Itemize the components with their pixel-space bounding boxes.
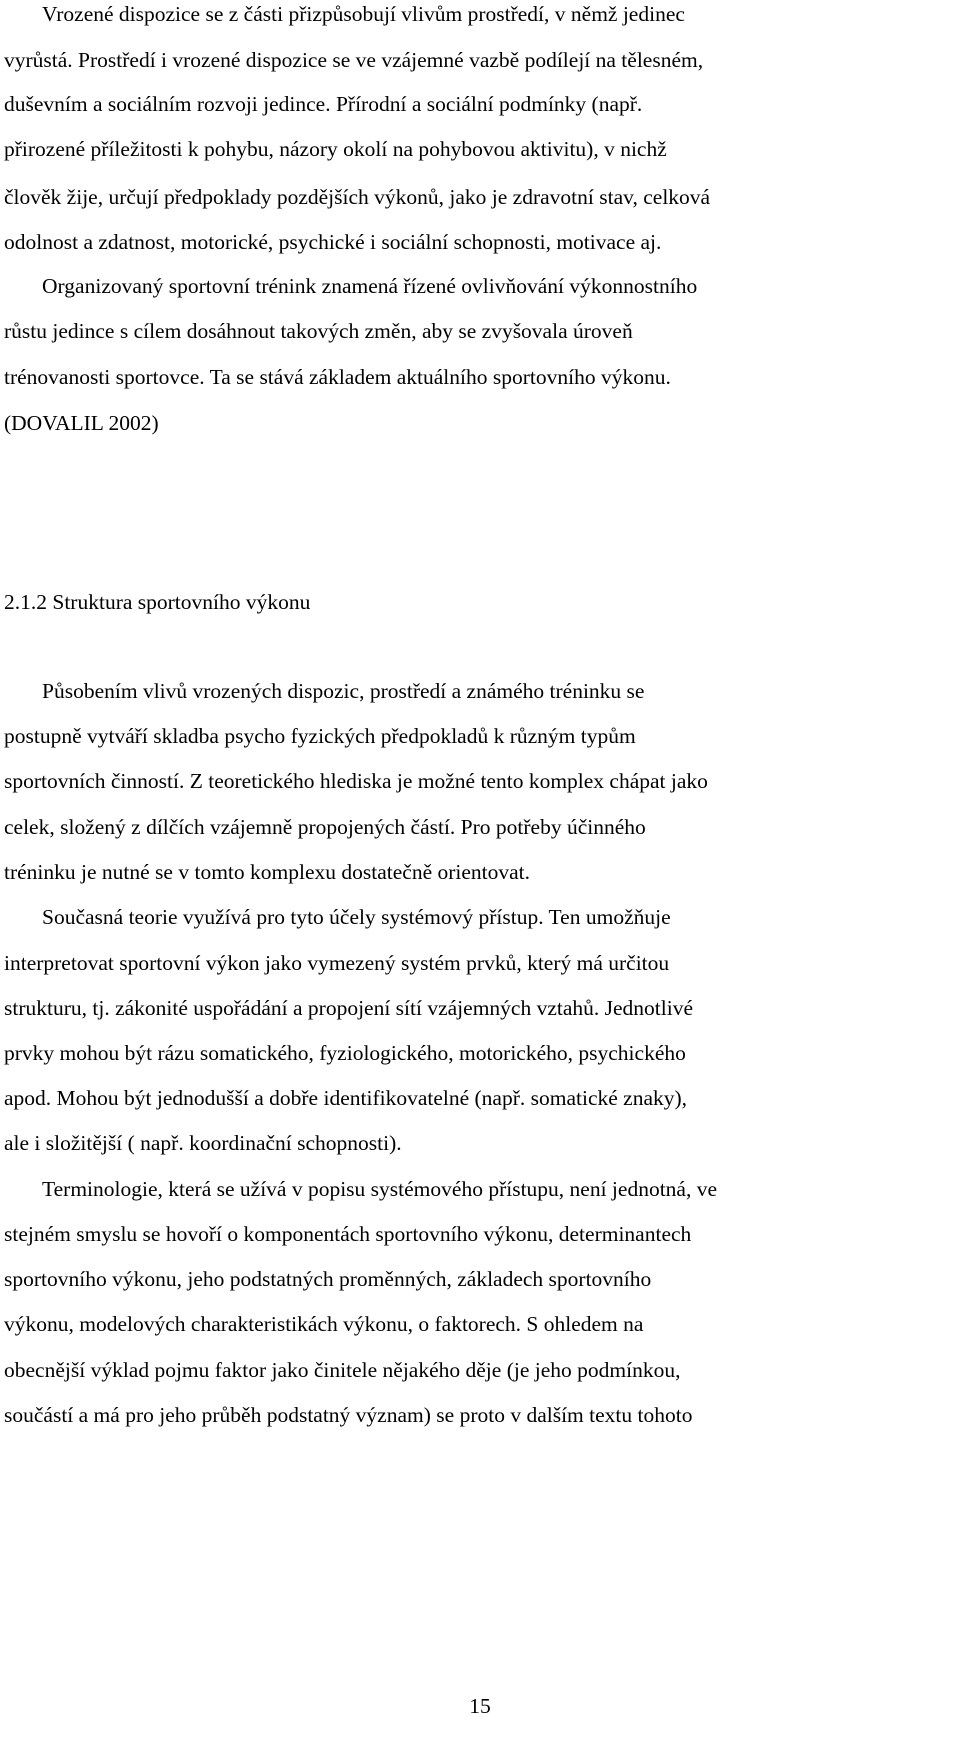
text-line: Působením vlivů vrozených dispozic, prostředí a známého tréninku se <box>42 679 645 703</box>
text-line: Organizovaný sportovní trénink znamená řízené ovlivňování výkonnostního <box>42 274 698 298</box>
text-line: (DOVALIL 2002) <box>4 411 159 435</box>
text-line: apod. Mohou být jednodušší a dobře identifikovatelné (např. somatické znaky), <box>4 1086 688 1110</box>
text-line: růstu jedince s cílem dosáhnout takových změn, aby se zvyšovala úroveň <box>4 319 633 343</box>
text-line: Současná teorie využívá pro tyto účely systémový přístup. Ten umožňuje <box>42 905 671 929</box>
text-line: výkonu, modelových charakteristikách výkonu, o faktorech. S ohledem na <box>4 1312 644 1336</box>
text-line: postupně vytváří skladba psycho fyzických předpokladů k různým typům <box>4 724 636 748</box>
text-line: přirozené příležitosti k pohybu, názory okolí na pohybovou aktivitu), v nichž <box>4 137 667 161</box>
text-line: ale i složitější ( např. koordinační schopnosti). <box>4 1131 402 1155</box>
text-line: celek, složený z dílčích vzájemně propojených částí. Pro potřeby účinného <box>4 815 646 839</box>
text-line: obecnější výklad pojmu faktor jako činitele nějakého děje (je jeho podmínkou, <box>4 1358 681 1382</box>
text-line: strukturu, tj. zákonité uspořádání a propojení sítí vzájemných vztahů. Jednotlivé <box>4 996 694 1020</box>
text-line: odolnost a zdatnost, motorické, psychické i sociální schopnosti, motivace aj. <box>4 230 662 254</box>
text-line: stejném smyslu se hovoří o komponentách sportovního výkonu, determinantech <box>4 1222 692 1246</box>
text-line: sportovního výkonu, jeho podstatných proměnných, základech sportovního <box>4 1267 652 1291</box>
text-line: duševním a sociálním rozvoji jedince. Přírodní a sociální podmínky (např. <box>4 92 643 116</box>
section-heading: 2.1.2 Struktura sportovního výkonu <box>4 590 311 614</box>
text-line: vyrůstá. Prostředí i vrozené dispozice se ve vzájemné vazbě podílejí na tělesném, <box>4 48 704 72</box>
page-number: 15 <box>469 1694 491 1718</box>
text-line: prvky mohou být rázu somatického, fyziologického, motorického, psychického <box>4 1041 686 1065</box>
text-line: trénovanosti sportovce. Ta se stává základem aktuálního sportovního výkonu. <box>4 365 671 389</box>
text-line: součástí a má pro jeho průběh podstatný význam) se proto v dalším textu tohoto <box>4 1403 693 1427</box>
text-line: tréninku je nutné se v tomto komplexu dostatečně orientovat. <box>4 860 531 884</box>
text-line: sportovních činností. Z teoretického hlediska je možné tento komplex chápat jako <box>4 769 708 793</box>
text-line: interpretovat sportovní výkon jako vymezený systém prvků, který má určitou <box>4 951 670 975</box>
text-line: člověk žije, určují předpoklady pozdějších výkonů, jako je zdravotní stav, celková <box>4 185 711 209</box>
text-line: Terminologie, která se užívá v popisu systémového přístupu, není jednotná, ve <box>42 1177 718 1201</box>
text-line: Vrozené dispozice se z části přizpůsobují vlivům prostředí, v němž jedinec <box>42 2 685 26</box>
